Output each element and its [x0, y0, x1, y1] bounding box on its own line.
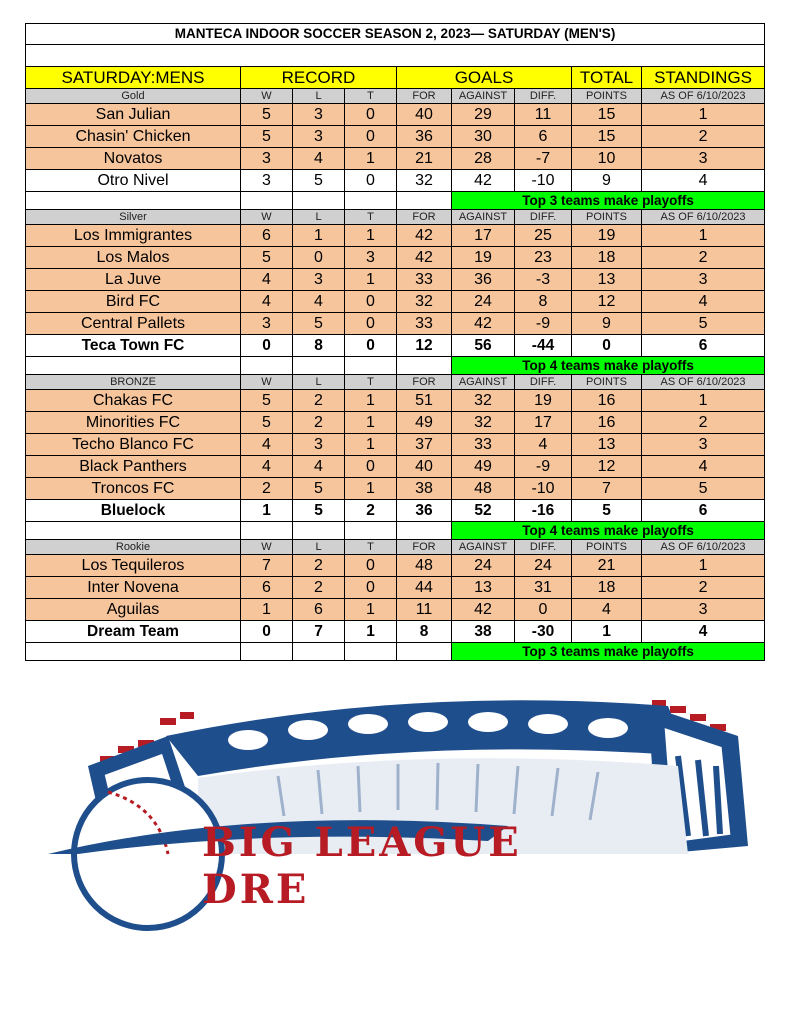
team-row [26, 269, 765, 291]
team-diff: -10 [515, 170, 572, 192]
blank-cell [397, 522, 452, 540]
team-l: 0 [293, 247, 345, 269]
col-label-t: T [345, 540, 397, 555]
team-name: Los Immigrantes [26, 225, 241, 247]
blank-cell [241, 192, 293, 210]
team-row [26, 456, 765, 478]
team-diff: 19 [515, 390, 572, 412]
col-label-against: AGAINST [452, 375, 515, 390]
team-ga: 48 [452, 478, 515, 500]
team-l: 6 [293, 599, 345, 621]
playoff-note-row [26, 522, 765, 540]
team-l: 2 [293, 412, 345, 434]
team-t: 1 [345, 148, 397, 170]
team-gf: 8 [397, 621, 452, 643]
team-gf: 38 [397, 478, 452, 500]
col-label-asof: AS OF 6/10/2023 [642, 540, 765, 555]
blank-cell [241, 357, 293, 375]
team-diff: 4 [515, 434, 572, 456]
team-l: 2 [293, 390, 345, 412]
team-diff: -9 [515, 313, 572, 335]
team-pts: 13 [572, 269, 642, 291]
standings-header: STANDINGS [642, 67, 765, 89]
team-w: 2 [241, 478, 293, 500]
team-w: 1 [241, 500, 293, 522]
blank-cell [397, 357, 452, 375]
col-label-diff: DIFF. [515, 89, 572, 104]
team-pos: 3 [642, 599, 765, 621]
team-w: 0 [241, 335, 293, 357]
team-t: 0 [345, 170, 397, 192]
team-pts: 18 [572, 247, 642, 269]
team-pos: 1 [642, 225, 765, 247]
team-l: 1 [293, 225, 345, 247]
team-t: 0 [345, 577, 397, 599]
team-row [26, 335, 765, 357]
col-label-against: AGAINST [452, 210, 515, 225]
team-diff: 24 [515, 555, 572, 577]
team-row [26, 478, 765, 500]
division-header: SATURDAY:MENS [26, 67, 241, 89]
team-pos: 4 [642, 456, 765, 478]
col-label-w: W [241, 540, 293, 555]
col-label-against: AGAINST [452, 540, 515, 555]
goals-header: GOALS [397, 67, 572, 89]
team-pos: 3 [642, 434, 765, 456]
team-ga: 56 [452, 335, 515, 357]
team-t: 0 [345, 104, 397, 126]
team-name: La Juve [26, 269, 241, 291]
team-gf: 48 [397, 555, 452, 577]
team-diff: 23 [515, 247, 572, 269]
team-w: 5 [241, 390, 293, 412]
team-pos: 2 [642, 247, 765, 269]
team-w: 5 [241, 126, 293, 148]
blank-cell [397, 192, 452, 210]
blank-row [26, 45, 765, 67]
team-ga: 33 [452, 434, 515, 456]
group-subheader [26, 375, 765, 390]
team-pos: 6 [642, 500, 765, 522]
col-label-for: FOR [397, 540, 452, 555]
team-pts: 16 [572, 390, 642, 412]
col-label-for: FOR [397, 375, 452, 390]
team-name: Minorities FC [26, 412, 241, 434]
col-label-points: POINTS [572, 540, 642, 555]
team-l: 4 [293, 291, 345, 313]
group-name: Silver [26, 210, 241, 225]
team-w: 0 [241, 621, 293, 643]
team-w: 3 [241, 170, 293, 192]
group-name: Gold [26, 89, 241, 104]
team-row [26, 390, 765, 412]
team-w: 6 [241, 577, 293, 599]
playoff-note: Top 3 teams make playoffs [452, 192, 765, 210]
team-ga: 29 [452, 104, 515, 126]
team-t: 1 [345, 269, 397, 291]
col-label-diff: DIFF. [515, 375, 572, 390]
col-label-asof: AS OF 6/10/2023 [642, 89, 765, 104]
record-header: RECORD [241, 67, 397, 89]
team-ga: 38 [452, 621, 515, 643]
team-pos: 4 [642, 170, 765, 192]
team-t: 1 [345, 390, 397, 412]
team-diff: -30 [515, 621, 572, 643]
team-pts: 9 [572, 170, 642, 192]
team-t: 0 [345, 313, 397, 335]
team-pos: 2 [642, 126, 765, 148]
team-ga: 19 [452, 247, 515, 269]
team-gf: 51 [397, 390, 452, 412]
team-pos: 2 [642, 577, 765, 599]
team-gf: 36 [397, 500, 452, 522]
team-gf: 21 [397, 148, 452, 170]
team-name: Otro Nivel [26, 170, 241, 192]
team-ga: 49 [452, 456, 515, 478]
team-row [26, 148, 765, 170]
team-l: 5 [293, 170, 345, 192]
team-l: 3 [293, 104, 345, 126]
team-ga: 42 [452, 313, 515, 335]
team-row [26, 555, 765, 577]
blank-cell [26, 192, 241, 210]
team-t: 0 [345, 126, 397, 148]
team-w: 4 [241, 269, 293, 291]
team-name: Chasin' Chicken [26, 126, 241, 148]
team-gf: 44 [397, 577, 452, 599]
blank-cell [345, 357, 397, 375]
col-label-l: L [293, 375, 345, 390]
team-diff: 6 [515, 126, 572, 148]
team-ga: 24 [452, 555, 515, 577]
team-pos: 3 [642, 269, 765, 291]
col-label-diff: DIFF. [515, 210, 572, 225]
team-row [26, 434, 765, 456]
blank-cell [293, 643, 345, 661]
team-ga: 13 [452, 577, 515, 599]
team-pts: 21 [572, 555, 642, 577]
col-label-asof: AS OF 6/10/2023 [642, 210, 765, 225]
team-l: 3 [293, 434, 345, 456]
team-gf: 36 [397, 126, 452, 148]
team-pts: 12 [572, 456, 642, 478]
col-label-for: FOR [397, 89, 452, 104]
team-row [26, 247, 765, 269]
col-label-l: L [293, 540, 345, 555]
col-label-t: T [345, 210, 397, 225]
team-diff: -9 [515, 456, 572, 478]
playoff-note-row [26, 643, 765, 661]
team-l: 4 [293, 456, 345, 478]
team-name: Bluelock [26, 500, 241, 522]
team-diff: 8 [515, 291, 572, 313]
team-t: 1 [345, 478, 397, 500]
team-l: 2 [293, 577, 345, 599]
team-pts: 19 [572, 225, 642, 247]
team-pts: 12 [572, 291, 642, 313]
team-gf: 11 [397, 599, 452, 621]
team-t: 0 [345, 555, 397, 577]
team-ga: 32 [452, 390, 515, 412]
team-pos: 1 [642, 390, 765, 412]
logo-text: BIG LEAGUE DRE [202, 819, 522, 913]
team-diff: 11 [515, 104, 572, 126]
team-diff: -7 [515, 148, 572, 170]
team-row [26, 621, 765, 643]
team-pts: 15 [572, 104, 642, 126]
logo-wordmark [150, 818, 630, 913]
team-row [26, 412, 765, 434]
team-l: 3 [293, 269, 345, 291]
blank-cell [345, 522, 397, 540]
team-pts: 15 [572, 126, 642, 148]
col-label-points: POINTS [572, 375, 642, 390]
team-pos: 1 [642, 104, 765, 126]
team-name: San Julian [26, 104, 241, 126]
team-l: 3 [293, 126, 345, 148]
team-pos: 2 [642, 412, 765, 434]
team-name: Teca Town FC [26, 335, 241, 357]
team-row [26, 313, 765, 335]
team-row [26, 291, 765, 313]
col-label-diff: DIFF. [515, 540, 572, 555]
team-name: Los Malos [26, 247, 241, 269]
group-name: BRONZE [26, 375, 241, 390]
col-label-w: W [241, 210, 293, 225]
team-ga: 32 [452, 412, 515, 434]
col-label-w: W [241, 89, 293, 104]
team-name: Los Tequileros [26, 555, 241, 577]
group-subheader [26, 89, 765, 104]
team-ga: 17 [452, 225, 515, 247]
team-pts: 7 [572, 478, 642, 500]
blank-cell [26, 522, 241, 540]
blank-cell [345, 192, 397, 210]
blank-cell [241, 522, 293, 540]
blank-cell [397, 643, 452, 661]
team-diff: 17 [515, 412, 572, 434]
team-w: 4 [241, 456, 293, 478]
playoff-note: Top 4 teams make playoffs [452, 522, 765, 540]
team-t: 3 [345, 247, 397, 269]
team-pts: 16 [572, 412, 642, 434]
playoff-note: Top 4 teams make playoffs [452, 357, 765, 375]
team-pos: 6 [642, 335, 765, 357]
team-gf: 33 [397, 313, 452, 335]
team-pos: 1 [642, 555, 765, 577]
blank-cell [26, 643, 241, 661]
col-label-t: T [345, 89, 397, 104]
col-label-against: AGAINST [452, 89, 515, 104]
team-diff: 0 [515, 599, 572, 621]
team-pts: 9 [572, 313, 642, 335]
team-ga: 42 [452, 170, 515, 192]
team-pts: 5 [572, 500, 642, 522]
team-gf: 32 [397, 291, 452, 313]
sheet-title: MANTECA INDOOR SOCCER SEASON 2, 2023— SATURDAY (MEN'S) [26, 24, 765, 45]
team-w: 7 [241, 555, 293, 577]
team-t: 0 [345, 456, 397, 478]
team-pos: 4 [642, 291, 765, 313]
group-subheader [26, 210, 765, 225]
blank-cell [241, 643, 293, 661]
blank-cell [26, 357, 241, 375]
team-diff: 31 [515, 577, 572, 599]
team-t: 1 [345, 434, 397, 456]
col-label-points: POINTS [572, 89, 642, 104]
team-w: 3 [241, 313, 293, 335]
team-gf: 37 [397, 434, 452, 456]
team-w: 1 [241, 599, 293, 621]
team-name: Inter Novena [26, 577, 241, 599]
team-name: Black Panthers [26, 456, 241, 478]
team-t: 1 [345, 599, 397, 621]
team-t: 0 [345, 335, 397, 357]
col-label-for: FOR [397, 210, 452, 225]
col-label-points: POINTS [572, 210, 642, 225]
team-row [26, 170, 765, 192]
team-l: 8 [293, 335, 345, 357]
team-row [26, 599, 765, 621]
team-l: 5 [293, 500, 345, 522]
blank-cell [293, 357, 345, 375]
team-pts: 4 [572, 599, 642, 621]
team-l: 5 [293, 313, 345, 335]
team-l: 5 [293, 478, 345, 500]
team-name: Central Pallets [26, 313, 241, 335]
standings-table [25, 23, 765, 661]
team-pos: 3 [642, 148, 765, 170]
team-w: 4 [241, 434, 293, 456]
team-name: Chakas FC [26, 390, 241, 412]
team-diff: -10 [515, 478, 572, 500]
group-name: Rookie [26, 540, 241, 555]
team-t: 1 [345, 621, 397, 643]
team-t: 2 [345, 500, 397, 522]
team-w: 5 [241, 104, 293, 126]
blank-cell [293, 192, 345, 210]
team-row [26, 104, 765, 126]
total-header: TOTAL [572, 67, 642, 89]
team-gf: 42 [397, 225, 452, 247]
team-l: 4 [293, 148, 345, 170]
col-label-asof: AS OF 6/10/2023 [642, 375, 765, 390]
team-w: 5 [241, 247, 293, 269]
blank-cell [293, 522, 345, 540]
col-label-l: L [293, 89, 345, 104]
team-gf: 40 [397, 456, 452, 478]
team-pts: 13 [572, 434, 642, 456]
team-row [26, 126, 765, 148]
team-gf: 49 [397, 412, 452, 434]
team-l: 7 [293, 621, 345, 643]
playoff-note: Top 3 teams make playoffs [452, 643, 765, 661]
team-gf: 32 [397, 170, 452, 192]
blank-cell [345, 643, 397, 661]
team-ga: 24 [452, 291, 515, 313]
team-pts: 10 [572, 148, 642, 170]
team-ga: 52 [452, 500, 515, 522]
team-w: 5 [241, 412, 293, 434]
col-label-t: T [345, 375, 397, 390]
team-name: Techo Blanco FC [26, 434, 241, 456]
team-diff: 25 [515, 225, 572, 247]
team-ga: 42 [452, 599, 515, 621]
playoff-note-row [26, 357, 765, 375]
team-w: 6 [241, 225, 293, 247]
team-name: Bird FC [26, 291, 241, 313]
team-diff: -44 [515, 335, 572, 357]
team-w: 3 [241, 148, 293, 170]
group-subheader [26, 540, 765, 555]
team-name: Novatos [26, 148, 241, 170]
col-label-w: W [241, 375, 293, 390]
team-gf: 12 [397, 335, 452, 357]
team-t: 1 [345, 412, 397, 434]
team-t: 1 [345, 225, 397, 247]
team-pts: 1 [572, 621, 642, 643]
team-name: Troncos FC [26, 478, 241, 500]
team-row [26, 500, 765, 522]
playoff-note-row [26, 192, 765, 210]
team-ga: 36 [452, 269, 515, 291]
team-ga: 30 [452, 126, 515, 148]
team-pts: 18 [572, 577, 642, 599]
team-gf: 40 [397, 104, 452, 126]
team-name: Dream Team [26, 621, 241, 643]
team-diff: -16 [515, 500, 572, 522]
team-diff: -3 [515, 269, 572, 291]
team-pts: 0 [572, 335, 642, 357]
team-pos: 4 [642, 621, 765, 643]
team-row [26, 225, 765, 247]
team-gf: 42 [397, 247, 452, 269]
team-pos: 5 [642, 478, 765, 500]
team-t: 0 [345, 291, 397, 313]
team-pos: 5 [642, 313, 765, 335]
team-l: 2 [293, 555, 345, 577]
team-row [26, 577, 765, 599]
team-ga: 28 [452, 148, 515, 170]
team-gf: 33 [397, 269, 452, 291]
team-w: 4 [241, 291, 293, 313]
team-name: Aguilas [26, 599, 241, 621]
col-label-l: L [293, 210, 345, 225]
